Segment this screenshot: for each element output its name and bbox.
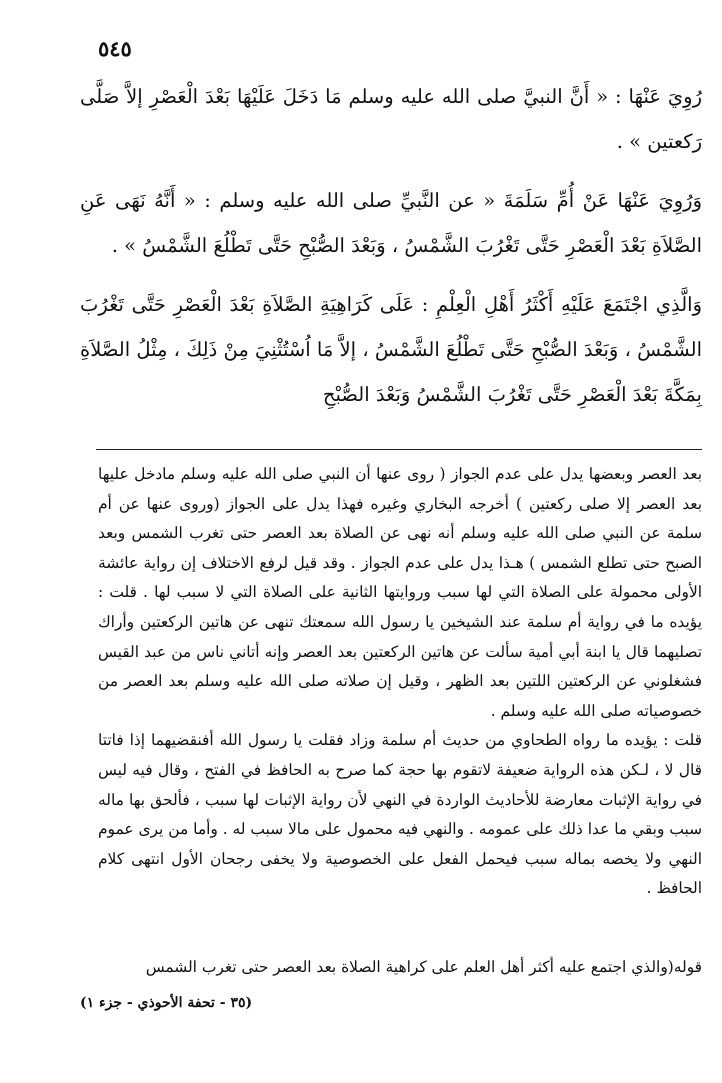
page-footer: (٣٥ - تحفة الأحوذي - جزء ١) <box>80 995 253 1011</box>
commentary-text <box>98 460 702 976</box>
hadith-text <box>80 74 702 431</box>
section-divider <box>96 449 702 450</box>
hadith-paragraph-1: رُوِيَ عَنْهَا : « أَنَّ النبيَّ صلى الله عليه وسلم مَا دَخَلَ عَلَيْهَا بَعْدَ الْعَصْرِ إلاَّ صَلَّى رَكعتين » . <box>80 85 702 153</box>
commentary-paragraph-1: بعد العصر وبعضها يدل على عدم الجواز ( روى عنها أن النبي صلى الله عليه وسلم مادخل عليها بعد العصر إلا صلى ركعتين ) أخرجه البخاري وغيره فهذا يدل على الجواز (وروى عنها عن أم سلمة عن النبي صلى الله عليه وسلم أنه نهى عن الصلاة بعد العصر حتى تغرب الشمس وبعد الصبح حتى تطلع الشمس ) هـذا يدل على عدم الجواز . وقد قيل لرفع الاختلاف إن رواية عائشة الأولى محمولة على الصلاة التي لها سبب وروايتها الثانية على الصلاة التي لا سبب لها . قلت : يؤيده ما في رواية أم سلمة عند الشيخين يا رسول الله سمعتك تنهى عن هاتين الركعتين وأراك تصليهما قال يا ابنة أبي أمية سألت عن هاتين الركعتين بعد العصر وإنه أتاني ناس من عبد القيس فشغلوني عن الركعتين اللتين بعد الظهر ، وقيل إن صلاته صلى الله عليه وسلم بعد العصر من خصوصياته صلى الله عليه وسلم . <box>98 465 702 720</box>
commentary-paragraph-3: قوله(والذي اجتمع عليه أكثر أهل العلم على كراهية الصلاة بعد العصر حتى تغرب الشمس <box>145 958 702 976</box>
page-number: ٥٤٥ <box>98 36 132 61</box>
commentary-paragraph-2: قلت : يؤيده ما رواه الطحاوي من حديث أم سلمة وزاد فقلت يا رسول الله أفنقضيهما إذا فاتتا قال لا ، لـكن هذه الرواية ضعيفة لاتقوم بها حجة كما صرح به الحافظ في الفتح ، وقال فيه ليس في رواية الإثبات معارضة للأحاديث الواردة في النهي لأن رواية الإثبات لها سبب ، فألحق بها ماله سبب وبقي ما عدا ذلك على عمومه . والنهي فيه محمول على مالا سبب له . وأما من يرى عموم النهي ولا يخصه بماله سبب فيحمل الفعل على الخصوصية ولا يخفى رجحان الأول انتهى كلام الحافظ . <box>98 731 702 898</box>
hadith-paragraph-3: وَالَّذِي اجْتَمَعَ عَلَيْهِ أَكْثَرُ أَهْلِ الْعِلْمِ : عَلَى كَرَاهِيَةِ الصَّلاَةِ بَعْدَ الْعَصْرِ حَتَّى تَغْرُبَ الشَّمْسُ ، وَبَعْدَ الصُّبْحِ حَتَّى تَطْلُعَ الشَّمْسُ ، إلاَّ مَا اُسْتُثْنِيَ مِنْ ذَلِكَ ، مِثْلُ الصَّلاَةِ بِمَكَّةَ بَعْدَ الْعَصْرِ حَتَّى تَغْرُبَ الشَّمْسُ وَبَعْدَ الصُّبْحِ <box>80 293 702 406</box>
hadith-paragraph-2: وَرُوِيَ عَنْهَا عَنْ أُمِّ سَلَمَةَ « عن النَّبيِّ صلى الله عليه وسلم : « أَنَّهُ نَهَى عَنِ الصَّلاَةِ بَعْدَ الْعَصْرِ حَتَّى تَغْرُبَ الشَّمْسُ ، وَبَعْدَ الصُّبْحِ حَتَّى تَطْلُعَ الشَّمْسُ » . <box>80 189 702 257</box>
